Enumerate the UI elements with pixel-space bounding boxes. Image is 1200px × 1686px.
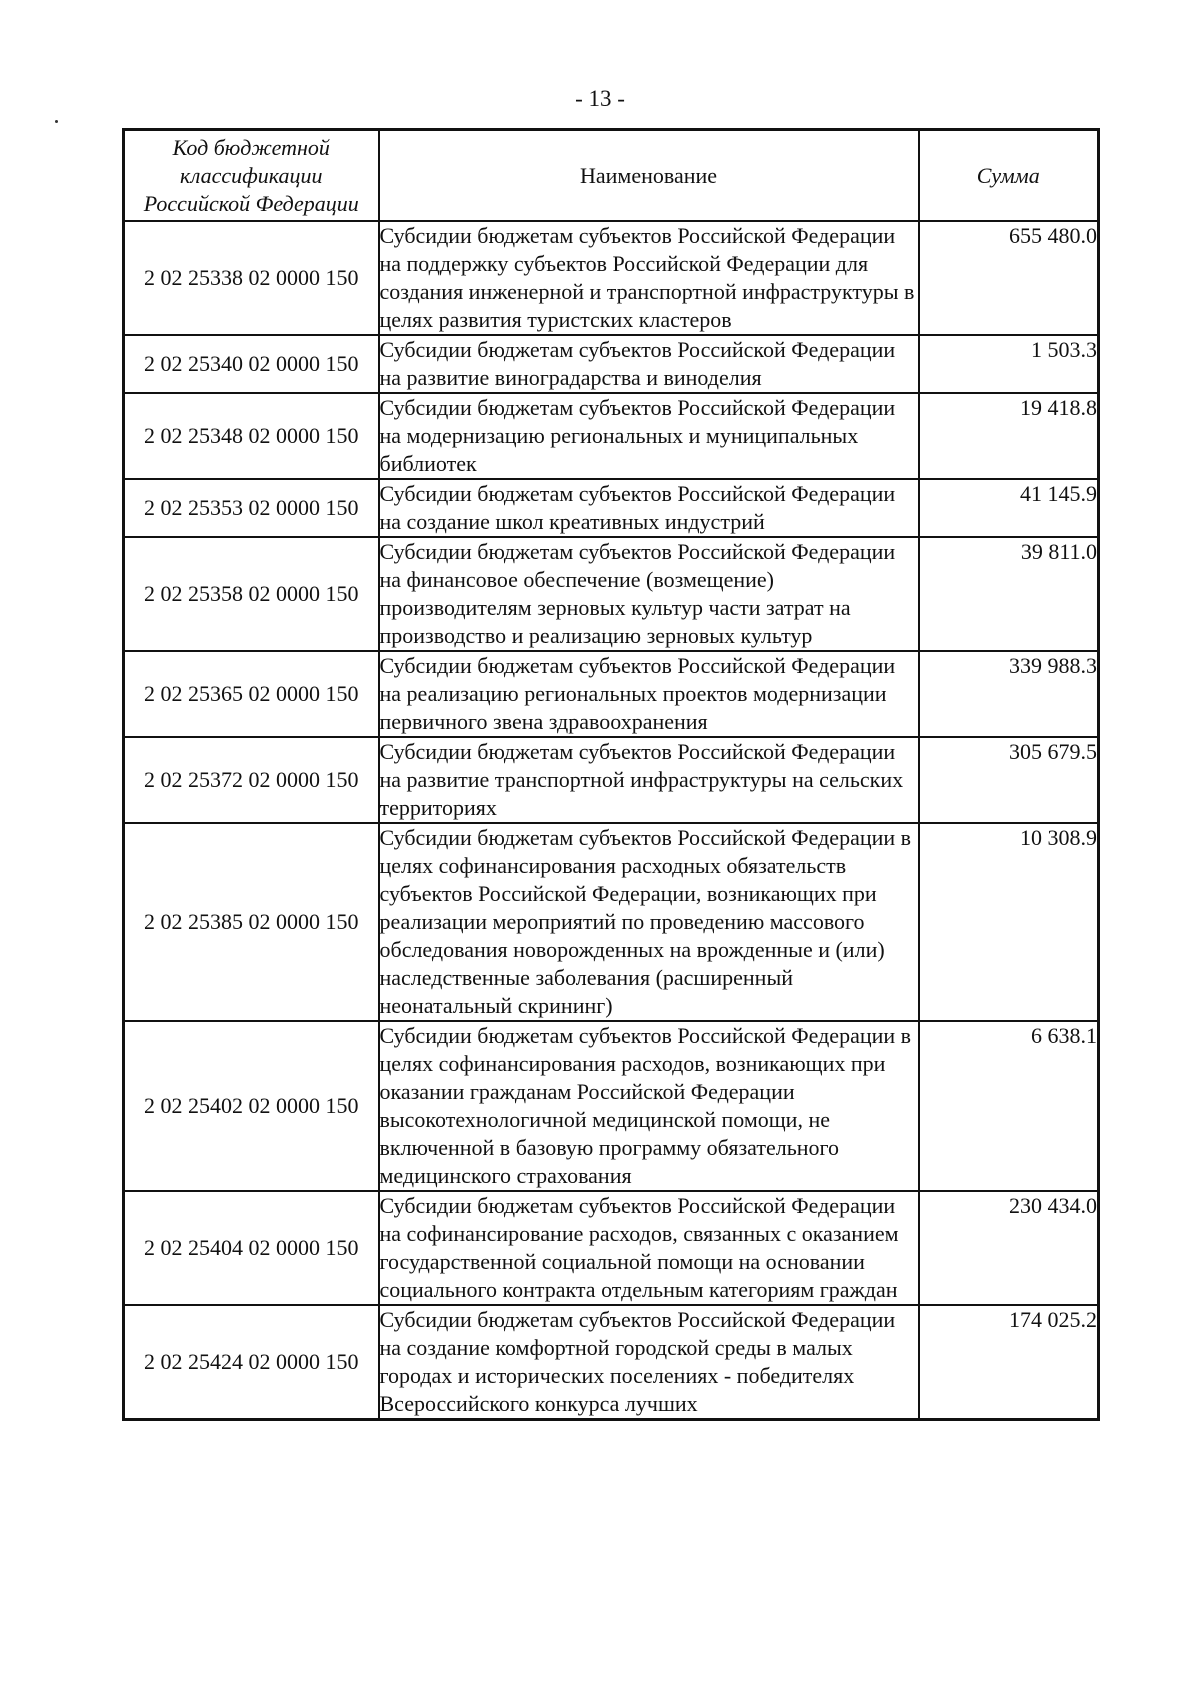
row-code: 2 02 25348 02 0000 150 (124, 393, 379, 479)
table-row (124, 537, 1099, 651)
row-code: 2 02 25365 02 0000 150 (124, 651, 379, 737)
header-name: Наименование (379, 130, 919, 222)
row-name: Субсидии бюджетам субъектов Российской Федерации на финансовое обеспечение (возмещение) производителям зерновых культур части затрат на производство и реализацию зерновых культур (379, 537, 919, 651)
row-name: Субсидии бюджетам субъектов Российской Федерации в целях софинансирования расходных обязательств субъектов Российской Федерации, возникающих при реализации мероприятий по проведению массового обследования новорожденных на врожденные и (или) наследственные заболевания (расширенный неонатальный скрининг) (379, 823, 919, 1021)
page-number: - 13 - (575, 86, 625, 111)
table-header-row (124, 130, 1099, 222)
row-sum: 230 434.0 (919, 1191, 1099, 1305)
row-sum: 10 308.9 (919, 823, 1099, 1021)
row-name: Субсидии бюджетам субъектов Российской Федерации на поддержку субъектов Российской Федерации для создания инженерной и транспортной инфраструктуры в целях развития туристских кластеров (379, 221, 919, 335)
row-sum: 41 145.9 (919, 479, 1099, 537)
row-name: Субсидии бюджетам субъектов Российской Федерации на создание комфортной городской среды в малых городах и исторических поселениях - победителях Всероссийского конкурса лучших (379, 1305, 919, 1420)
row-code: 2 02 25424 02 0000 150 (124, 1305, 379, 1420)
row-name: Субсидии бюджетам субъектов Российской Федерации на развитие транспортной инфраструктуры на сельских территориях (379, 737, 919, 823)
row-name: Субсидии бюджетам субъектов Российской Федерации на модернизацию региональных и муниципальных библиотек (379, 393, 919, 479)
header-code: Код бюджетной классификации Российской Федерации (124, 130, 379, 222)
row-sum: 19 418.8 (919, 393, 1099, 479)
table-row (124, 823, 1099, 1021)
row-sum: 39 811.0 (919, 537, 1099, 651)
row-name: Субсидии бюджетам субъектов Российской Федерации на развитие виноградарства и виноделия (379, 335, 919, 393)
row-code: 2 02 25372 02 0000 150 (124, 737, 379, 823)
table-row (124, 393, 1099, 479)
table-row (124, 479, 1099, 537)
budget-table (122, 128, 1100, 1421)
row-sum: 305 679.5 (919, 737, 1099, 823)
row-name: Субсидии бюджетам субъектов Российской Федерации на софинансирование расходов, связанных с оказанием государственной социальной помощи на основании социального контракта отдельным категориям граждан (379, 1191, 919, 1305)
table-row (124, 335, 1099, 393)
table-row (124, 221, 1099, 335)
row-sum: 174 025.2 (919, 1305, 1099, 1420)
row-sum: 1 503.3 (919, 335, 1099, 393)
scan-speck (55, 120, 58, 123)
table-row (124, 737, 1099, 823)
row-sum: 339 988.3 (919, 651, 1099, 737)
table-row (124, 1305, 1099, 1420)
row-code: 2 02 25338 02 0000 150 (124, 221, 379, 335)
row-name: Субсидии бюджетам субъектов Российской Федерации в целях софинансирования расходов, возникающих при оказании гражданам Российской Федерации высокотехнологичной медицинской помощи, не включенной в базовую программу обязательного медицинского страхования (379, 1021, 919, 1191)
table-row (124, 1191, 1099, 1305)
row-code: 2 02 25402 02 0000 150 (124, 1021, 379, 1191)
row-code: 2 02 25358 02 0000 150 (124, 537, 379, 651)
row-code: 2 02 25385 02 0000 150 (124, 823, 379, 1021)
row-code: 2 02 25340 02 0000 150 (124, 335, 379, 393)
row-name: Субсидии бюджетам субъектов Российской Федерации на реализацию региональных проектов модернизации первичного звена здравоохранения (379, 651, 919, 737)
header-sum: Сумма (919, 130, 1099, 222)
row-name: Субсидии бюджетам субъектов Российской Федерации на создание школ креативных индустрий (379, 479, 919, 537)
table-row (124, 651, 1099, 737)
row-code: 2 02 25353 02 0000 150 (124, 479, 379, 537)
row-sum: 655 480.0 (919, 221, 1099, 335)
row-code: 2 02 25404 02 0000 150 (124, 1191, 379, 1305)
row-sum: 6 638.1 (919, 1021, 1099, 1191)
table-row (124, 1021, 1099, 1191)
